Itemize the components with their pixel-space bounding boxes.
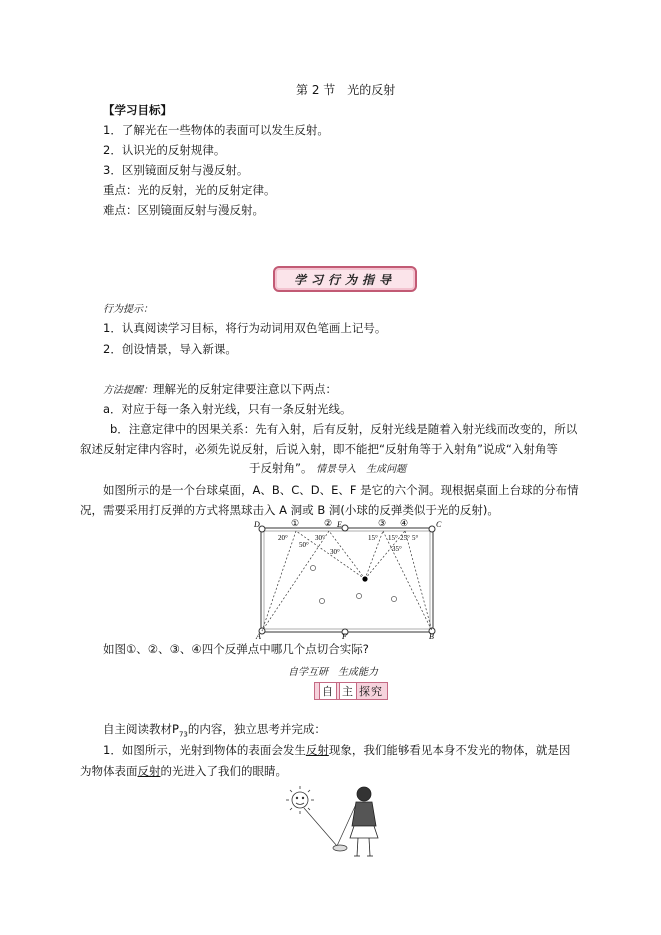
question-1-text-cont: 现象，我们能够看见本身不发光的物体，就是因 xyxy=(328,743,571,757)
bounce-point-2: ② xyxy=(324,518,333,528)
scenario-label: 情景导入 生成问题 xyxy=(316,464,407,475)
angle-label: 15° xyxy=(388,534,398,542)
reading-intro-text: 自主阅读教材P xyxy=(103,722,179,736)
objective-item-2: 2．认识光的反射规律。 xyxy=(103,143,226,157)
answer-blank-2: 反射 xyxy=(137,764,161,778)
bounce-point-1: ① xyxy=(291,518,300,528)
ball xyxy=(319,598,324,603)
angle-label: 5° xyxy=(412,534,419,542)
ball xyxy=(391,596,396,601)
behavior-item-1: 1．认真阅读学习目标，将行为动词用双色笔画上记号。 xyxy=(103,321,387,335)
method-intro: 理解光的反射定律要注意以下两点： xyxy=(153,382,337,396)
self-study-chip xyxy=(314,682,388,700)
angle-label: 30° xyxy=(315,534,325,542)
object-icon xyxy=(333,845,347,851)
pocket-c xyxy=(429,526,435,532)
angle-label: 25° xyxy=(400,534,410,542)
ball xyxy=(356,593,361,598)
label-d: D xyxy=(254,520,260,529)
girl-figure-icon xyxy=(350,787,378,856)
objective-item-3: 3．区别镜面反射与漫反射。 xyxy=(103,163,249,177)
scenario-line2: 况，需要采用打反弹的方式将黑球击入 A 洞或 B 洞(小球的反弹类似于光的反射)。 xyxy=(80,503,499,517)
table-inner xyxy=(264,531,430,629)
chip-char: 探究 xyxy=(359,685,383,698)
self-study-label: 自学互研 生成能力 xyxy=(288,667,378,678)
angle-label: 30° xyxy=(330,548,340,556)
method-line xyxy=(103,381,337,397)
label-f: F xyxy=(342,632,347,641)
question-1-text-2: 为物体表面 xyxy=(80,764,138,778)
question-1-text: 1．如图所示，光射到物体的表面会发生 xyxy=(103,743,306,757)
bounce-point-3: ③ xyxy=(378,518,387,528)
black-ball xyxy=(362,576,367,581)
angle-label: 20° xyxy=(278,534,288,542)
objective-item-1: 1．了解光在一些物体的表面可以发生反射。 xyxy=(103,123,329,137)
chip-char: 自 xyxy=(319,682,337,700)
reading-intro xyxy=(103,721,326,738)
chip-char: 主 xyxy=(339,682,357,700)
light-rays xyxy=(304,802,357,846)
pocket-e xyxy=(342,525,348,531)
method-point-a: a．对应于每一条入射光线，只有一条反射光线。 xyxy=(103,402,352,416)
shot-paths xyxy=(262,531,432,631)
key-point: 重点：光的反射，光的反射定律。 xyxy=(103,183,276,197)
method-point-b-line2: 叙述反射定律内容时，必须先说反射，后说入射，即不能把“反射角等于入射角”说成“入射角等 xyxy=(80,442,558,456)
label-c: C xyxy=(436,520,442,529)
label-e: E xyxy=(337,520,342,529)
behavior-label: 行为提示： xyxy=(103,304,153,315)
difficulty: 难点：区别镜面反射与漫反射。 xyxy=(103,203,264,217)
reflection-illustration xyxy=(282,780,392,860)
answer-blank-1: 反射 xyxy=(305,743,329,757)
label-a: A xyxy=(256,632,261,641)
scenario-question: 如图①、②、③、④四个反弹点中哪几个点切合实际? xyxy=(103,642,369,656)
billiard-table-diagram xyxy=(253,518,443,641)
section-banner xyxy=(273,266,417,292)
page-title: 第 2 节 光的反射 xyxy=(296,83,396,97)
angle-label: 50° xyxy=(299,541,309,549)
label-b: B xyxy=(429,632,434,641)
reading-intro-page: 73 xyxy=(178,730,188,739)
bounce-point-4: ④ xyxy=(400,518,409,528)
reading-intro-end: 的内容，独立思考并完成： xyxy=(187,722,326,736)
table-outer xyxy=(261,528,433,632)
angle-label: 15° xyxy=(368,534,378,542)
behavior-item-2: 2．创设情景，导入新课。 xyxy=(103,342,237,356)
sun-icon xyxy=(286,786,314,814)
section-banner-text: 学习行为指导 xyxy=(293,272,396,287)
method-point-b-line3-text: 于反射角”。 xyxy=(249,461,313,475)
method-point-b-line1: b．注意定律中的因果关系：先有入射，后有反射，反射光线是随着入射光线而改变的，所以 xyxy=(110,422,578,436)
angle-label: 35° xyxy=(392,545,402,553)
method-point-b-line3 xyxy=(249,460,406,476)
objectives-heading: 【学习目标】 xyxy=(103,103,172,117)
question-1-line2 xyxy=(80,763,287,779)
scenario-line1: 如图所示的是一个台球桌面，A、B、C、D、E、F 是它的六个洞。现根据桌面上台球的分布情 xyxy=(103,483,579,497)
pocket-d xyxy=(259,526,265,532)
question-1-text-3: 的光进入了我们的眼睛。 xyxy=(160,764,287,778)
ball xyxy=(310,565,315,570)
method-label: 方法提醒： xyxy=(103,385,153,396)
question-1-line1 xyxy=(103,742,570,758)
